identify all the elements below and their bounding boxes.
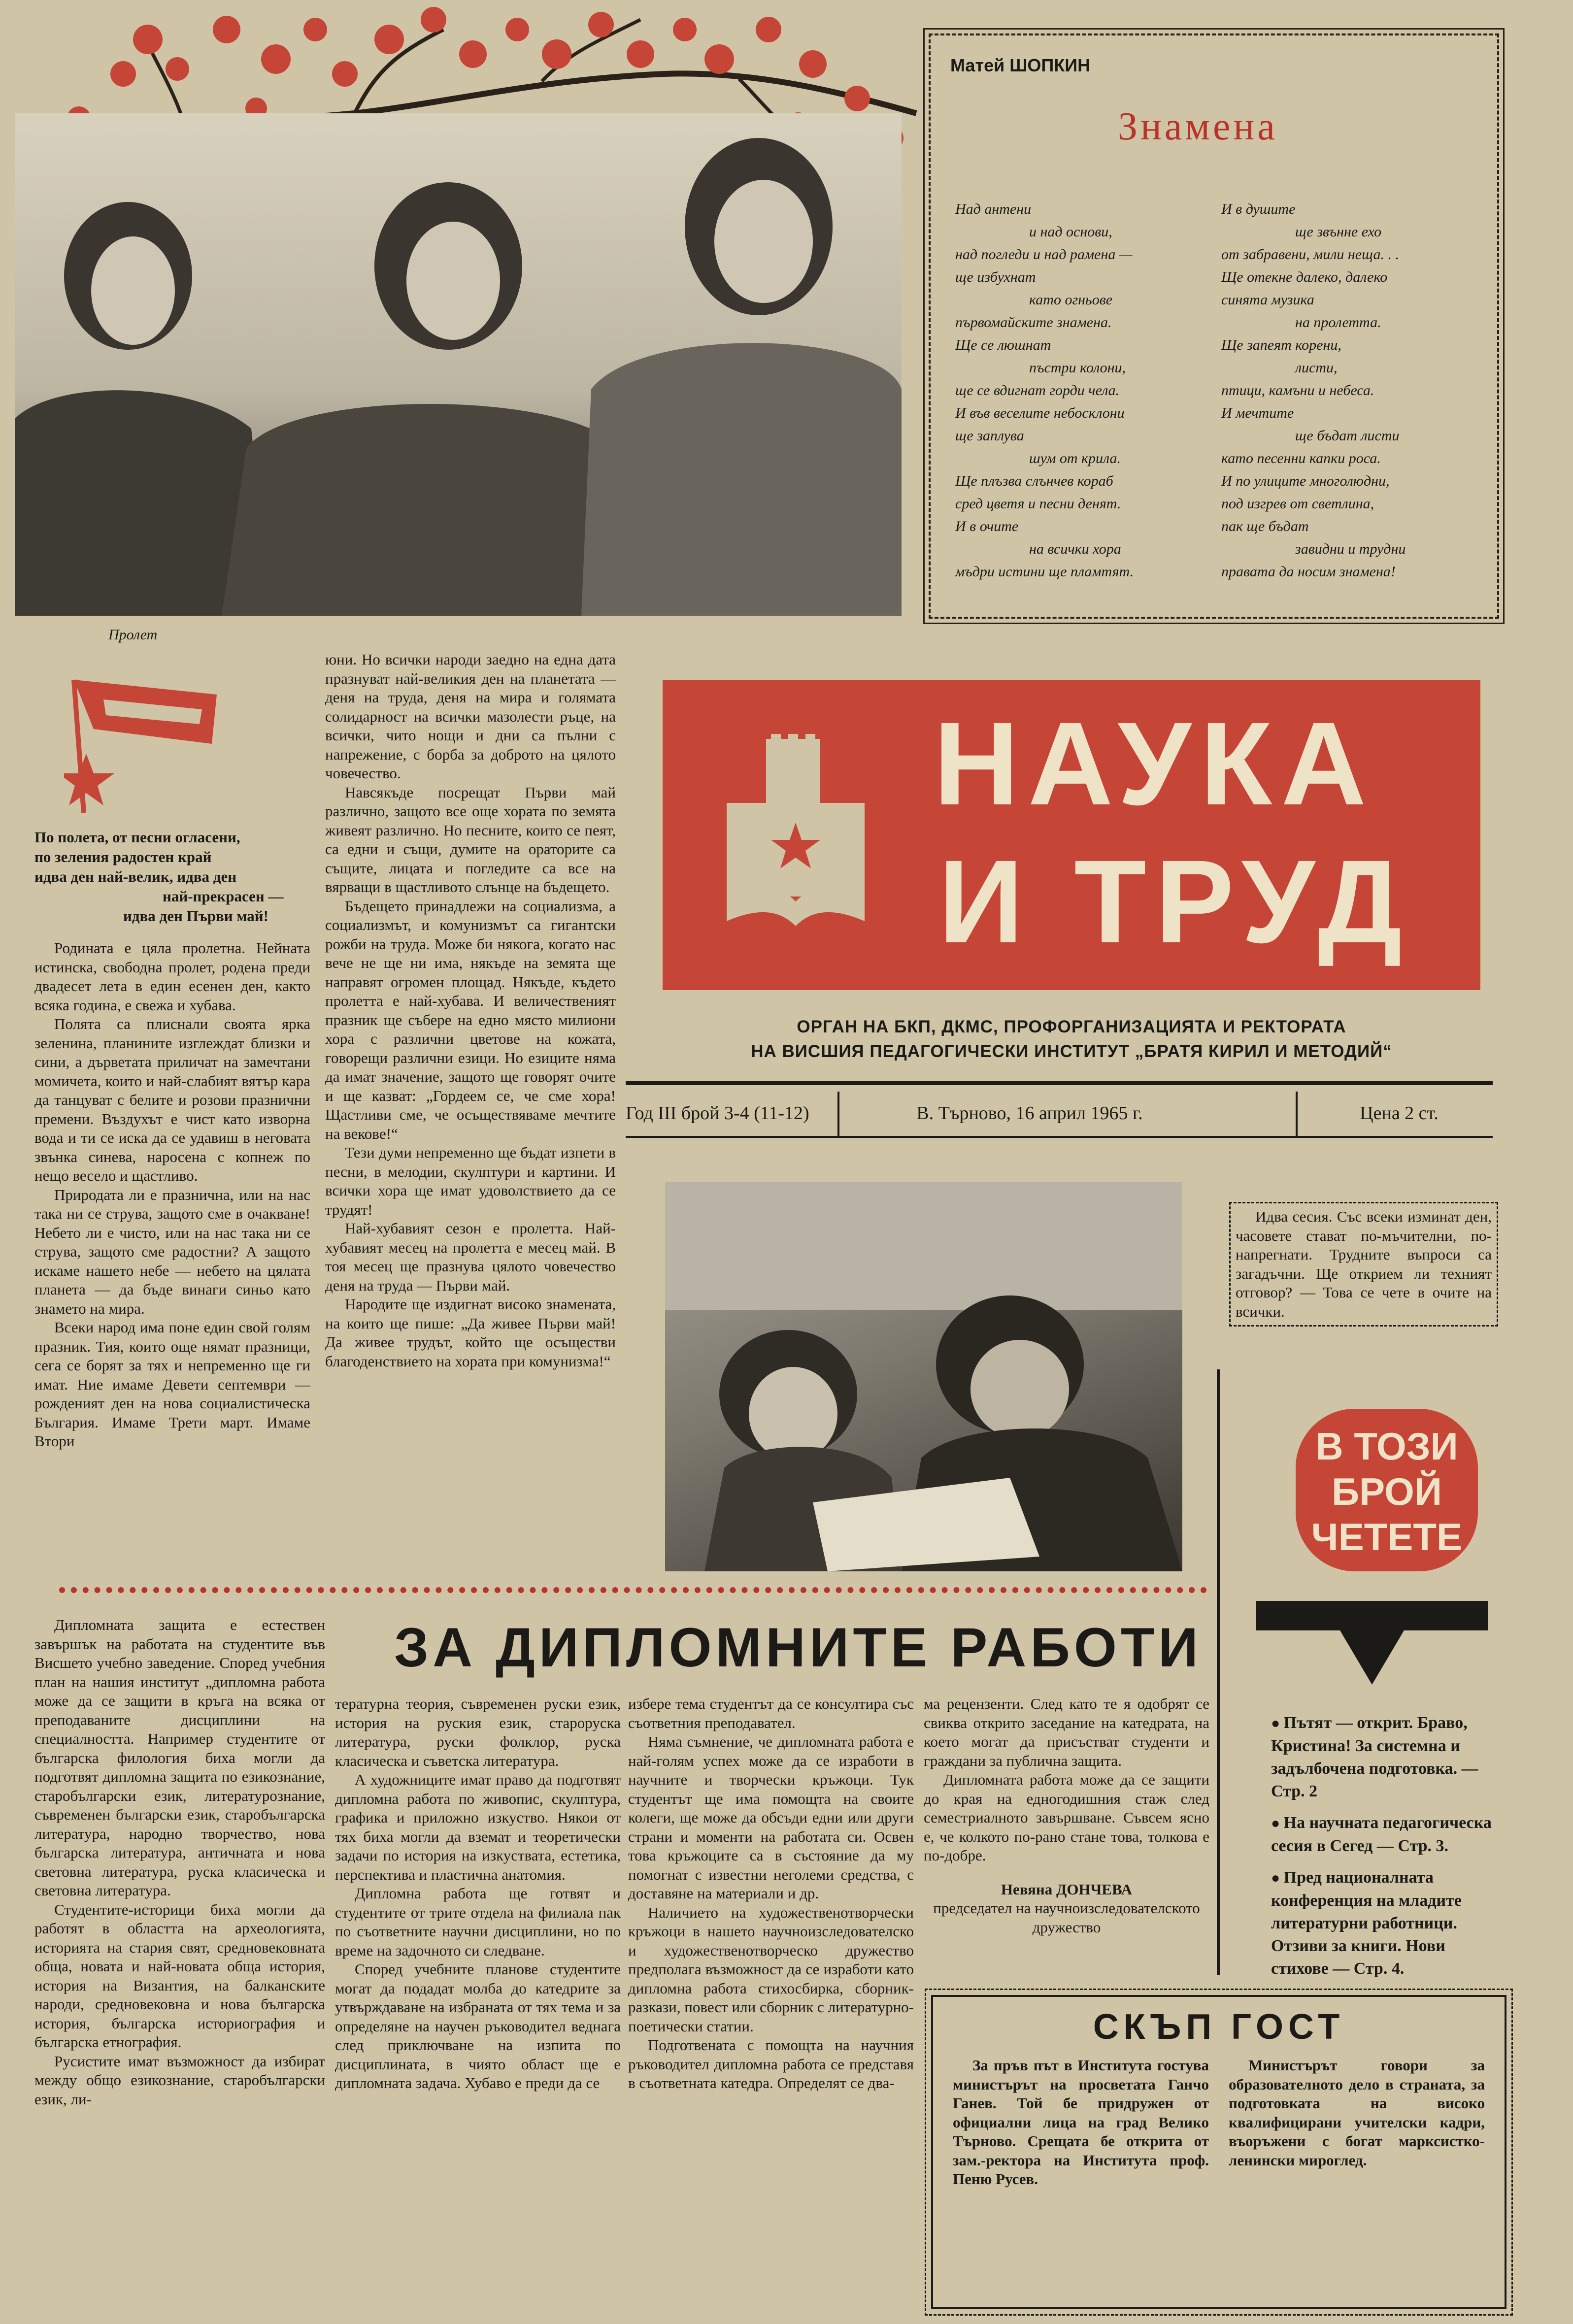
intro-line: по зеления радостен край: [34, 848, 212, 865]
spring-photo: [15, 113, 902, 616]
masthead-title-line2: И ТРУД: [938, 835, 1411, 967]
exam-photo: [665, 1182, 1182, 1571]
paragraph: тературна теория, съвременен руски език, история на руския език, староруска литература, руски фолклор, руска класическа и съветска литература.: [335, 1695, 621, 1769]
intro-line: най-прекрасен —: [163, 888, 284, 905]
may-intro-poem: [34, 828, 310, 926]
poem-line: под изгрев от светлина,: [1221, 496, 1374, 512]
issue-place-date: В. Търново, 16 април 1965 г.: [916, 1103, 1143, 1124]
contents-list: [1271, 1712, 1498, 1980]
contents-item[interactable]: ● Пред националната конференция на младите литературни работници. Отзиви за книги. Нови стихове — Стр. 4.: [1271, 1868, 1462, 1978]
issue-price: Цена 2 ст.: [1360, 1103, 1439, 1124]
paragraph: Полята са плиснали своята ярка зеленина, планините изглеждат близки и сини, а дърветата приличат на замечтани момичета, които и най-слабият вятър кара да танцуват с белите и розови празнични премени. Въздухът е чист като изворна вода и ти се иска да се удавиш в неговата звънка синева, наросена с копнеж по нещо весело и щастливо.: [34, 1015, 310, 1184]
poem-line: ще звънне ехо: [1295, 224, 1382, 240]
badge-line: БРОЙ: [1332, 1470, 1442, 1513]
poem-line: И мечтите: [1221, 405, 1294, 421]
poem-line: Ще отекне далеко, далеко: [1221, 269, 1388, 285]
paragraph: юни. Но всички народи заедно на една дата празнуват най-великия ден на планетата — деня на труда, деня на мира и голямата солидарност на всички мазолести ръце, на всички, чито нощи и дни са пълни с напрежение, с борба за доброто на цялото човечество.: [325, 651, 616, 782]
guest-box: [931, 1995, 1506, 2309]
poem-line: като огньове: [1029, 292, 1113, 308]
guest-right-text: Министърът говори за образователното дело в страната, за подготовката на високо квалифицирани учителски кадри, въоръжени с богат марксистко-ленински мироглед.: [1229, 2057, 1485, 2169]
poem-line: И в очите: [955, 518, 1019, 534]
paragraph: Подготвената с помощта на научния ръководител дипломна работа се представя в съответната катедра. Определят се два-: [628, 2036, 914, 2092]
poem-line: ще избухнат: [955, 269, 1036, 285]
may-article-left: [34, 828, 310, 1451]
badge-line: ЧЕТЕТЕ: [1311, 1515, 1463, 1559]
poem-line: И във веселите небосклони: [955, 405, 1125, 421]
paragraph: Дипломната защита е естествен завършък на работата на студентите във Висшето учебно заведение. Според учебния план на нашия институт „дипломна работа може да се защити в кръга на всяка от преподаваните дисциплини на специалността. Например студентите от българска филология биха могли да подготвят дипломна защита по езикознание, старобългарски език, литературознание, съвременен български език, старобългарска литература, народно творчество, нова българска литература, античната и нова световна литература, руска класическа и световна литература.: [34, 1616, 325, 1899]
paragraph: Навсякъде посрещат Първи май различно, защото все още хората по земята живеят различно. Но песните, които се пеят, са едни и същи, думите на ораторите са същите, лицата и погледите са все на вярващи в щастливото слънце на бъдещето.: [325, 783, 616, 896]
diploma-col-1: [34, 1616, 325, 2109]
badge-text: [1296, 1424, 1478, 1560]
signature-role: председател на научноизследователското дружество: [933, 1899, 1200, 1936]
flag-star-illustration: [64, 670, 227, 818]
poem-line: и над основи,: [1029, 224, 1112, 240]
poem-line: ще се вдигнат горди чела.: [955, 382, 1120, 398]
diploma-headline: ЗА ДИПЛОМНИТЕ РАБОТИ: [394, 1617, 1202, 1678]
poem-line: завидни и трудни: [1295, 541, 1406, 557]
may-article-right: [325, 650, 616, 1371]
in-this-issue-badge: [1296, 1409, 1478, 1571]
poem-line: Над антени: [955, 201, 1032, 217]
paragraph: Бъдещето принадлежи на социализма, а социализмът, и комунизмът са гигантски рожби на труда. Може би някога, когато нас вече не ще ни има, някъде на земята ще направят огромен площад. Някъде, където пролетта е най-хубава. И величественият празник ще събере на едно място милиони хора с различни цветове на кожата, говорещи различни езици. Но езиците няма да имат значение, защото ще говорят очите и ще казват: „Гордеем се, че сме хора! Щастливи сме, че осъществяваме мечтите на вековe!“: [325, 897, 616, 1142]
poem-left-column: [955, 198, 1134, 583]
intro-line: идва ден най-велик, идва ден: [34, 868, 237, 885]
paragraph: Наличието на художественотворчески кръжоци в нашето научноизследователско и художественотворческо дружество предполага възможност да се изработи като дипломна работа стихосбирка, сборник-разкази, повест или сборник с литературно-поетически статии.: [628, 1903, 914, 2035]
poem-line: първомайските знамена.: [955, 314, 1112, 331]
photo-caption: Пролет: [108, 627, 158, 643]
poem-line: на пролетта.: [1295, 314, 1381, 331]
session-note: [1229, 1202, 1498, 1327]
three-women-photo-illustration: [15, 113, 902, 616]
poem-line: над погледи и над рамена —: [955, 246, 1133, 263]
session-note-text: Идва сесия. Със всеки изминат ден, часовете стават по-мъчителни, по-напрегнати. Трудните въпроси са загадъчни. Ще открием ли техният отговор? — Това се чете в очите на всички.: [1236, 1208, 1492, 1320]
poem-author: Матей ШОПКИН: [950, 55, 1091, 75]
poem-line: И в душите: [1221, 201, 1296, 217]
poem-line: И по улиците многолюдни,: [1221, 473, 1390, 489]
poem-line: Ще плъзва слънчев кораб: [955, 473, 1113, 489]
intro-line: По полета, от песни огласени,: [34, 829, 240, 846]
signature-name: Невяна ДОНЧЕВА: [1001, 1880, 1133, 1898]
poem-line: като песенни капки роса.: [1221, 450, 1381, 466]
dotted-rule: [59, 1587, 1207, 1593]
masthead-title-line1: НАУКА: [934, 697, 1375, 830]
masthead-issue-bar: [626, 1092, 1493, 1138]
organ-line: НА ВИСШИЯ ПЕДАГОГИЧЕСКИ ИНСТИТУТ „БРАТЯ КИРИЛ И МЕТОДИЙ“: [751, 1042, 1392, 1061]
poem-line: листи,: [1295, 360, 1338, 376]
paragraph: Природата ли е празнична, или на нас така ни се струва, защото сме в очакване! Небето ли е чисто, или на нас така ни се струва, защото сме радостни? А защото искаме нашето небе — небето на цялата планета — да бъде винаги синьо като знамето на мира.: [34, 1186, 310, 1317]
poem-line: птици, камъни и небеса.: [1221, 382, 1374, 398]
paragraph: Най-хубавият сезон е пролетта. Най-хубавият месец на пролетта е месец май. В тоя месец ще празнува цялото човечество деня на труда — Първи май.: [325, 1220, 616, 1294]
masthead-rule-top: [626, 1081, 1493, 1085]
poem-title: Знамена: [1118, 105, 1278, 148]
paragraph: Според учебните планове студентите могат да подадат молба до катедрите за утвърждаване на избраната от тях тема и за определяне на научен ръководител веднага след приключване на изпита по дисциплината, в чиято област ще е дипломната задача. Хубаво е преди да се: [335, 1960, 621, 2092]
poem-line: ще заплува: [955, 428, 1024, 444]
diploma-col-2: [335, 1694, 621, 2093]
paragraph: Тези думи непременно ще бъдат изпети в песни, в мелодии, скулптури и картини. И всички хора ще имат удоволствието да се трудят!: [325, 1144, 616, 1218]
badge-line: В ТОЗИ: [1315, 1425, 1458, 1468]
masthead: [663, 680, 1480, 990]
guest-headline: СКЪП ГОСТ: [1093, 2007, 1345, 2047]
poem-line: от забравени, мили неща. . .: [1221, 246, 1399, 263]
paragraph: Русистите имат възможност да избират между общо езикознание, старобългарски език, ли-: [34, 2052, 325, 2108]
divider: [1296, 1092, 1298, 1136]
poem-line: ще бъдат листи: [1295, 428, 1400, 444]
diploma-col-3: [628, 1694, 914, 2093]
masthead-organ: [663, 1015, 1480, 1064]
contents-item[interactable]: ● На научната педагогическа сесия в Сегед — Стр. 3.: [1271, 1814, 1492, 1855]
paragraph: Студентите-историци биха могли да работят в областта на археологията, историята на стария свят, средновековната обща, новата и най-новата обща история, история на Византия, на балканските народи, средновековна и нова българска история, българска историография и българска етнография.: [34, 1900, 325, 2051]
students-photo-illustration: [665, 1182, 1182, 1571]
poem-line: синята музика: [1221, 292, 1314, 308]
poem-line: правата да носим знамена!: [1221, 564, 1396, 580]
paragraph: избере тема студентът да се консултира със съответния преподавател.: [628, 1695, 914, 1731]
poem-line: сред цветя и песни денят.: [955, 496, 1121, 512]
paragraph: Родината е цяла пролетна. Нейната истинска, свободна пролет, родена преди двадесет лета в един есенен ден, както всяка година, е свежа и хубава.: [34, 939, 310, 1014]
diploma-col-4: [924, 1694, 1209, 1937]
poem-line: мъдри истини ще пламтят.: [955, 564, 1134, 580]
organ-line: ОРГАН НА БКП, ДКМС, ПРОФОРГАНИЗАЦИЯТА И РЕКТОРАТА: [797, 1017, 1346, 1036]
paragraph: Няма съмнение, че дипломната работа е най-голям успех може да се изработи в научните и творчески кръжоци. Тук студентът ще има помощта на своите колеги, ще може да обсъди едни или други страни и моменти на работата си. Освен това кръжоците са в състояние да му помогнат с известни неголеми средства, с доставяне на материали и др.: [628, 1733, 914, 1902]
paragraph: ма рецензенти. След като те я одобрят се свиква открито заседание на катедрата, на което могат да присъстват студенти и граждани за публична защита.: [924, 1695, 1209, 1769]
poem-line: Ще запеят корени,: [1221, 337, 1341, 353]
issue-number: Год III брой 3-4 (11-12): [626, 1103, 809, 1124]
column-rule: [1217, 1369, 1220, 1975]
intro-line: идва ден Първи май!: [123, 907, 268, 925]
paragraph: Всеки народ има поне един свой голям празник. Тия, които още нямат празници, сега се борят за тях и непременно ще ги имат. Ние имаме Девети септември — рожденият ден на нова социалистическа България. Имаме Трети март. Имаме Втори: [34, 1319, 310, 1450]
paragraph: Дипломна работа ще готвят и студентите от трите отдела на филиала пак по съответните научни дисциплини, но по време на задочното си следване.: [335, 1885, 621, 1959]
poem-line: шум от крила.: [1029, 450, 1121, 466]
poem-line: пъстри колони,: [1029, 360, 1126, 376]
poem-line: Ще се люшнат: [955, 337, 1051, 353]
poem-right-column: [1221, 198, 1406, 583]
divider: [837, 1092, 839, 1136]
paragraph: А художниците имат право да подготвят дипломна работа по живопис, скулптура, графика и приложно изкуство. Някои от тях биха могли да вземат и теоретически задачи по история на изкуствата, естетика, перспектива и пластична анатомия.: [335, 1771, 621, 1883]
contents-item[interactable]: ● Пътят — открит. Браво, Кристина! За системна и задълбочена подготовка. — Стр. 2: [1271, 1714, 1478, 1800]
arrow-down-icon: [1256, 1591, 1488, 1690]
guest-left-text: За пръв път в Института гостува министърът на просветата Ганчо Ганев. Той бе придружен от официални лица на град Велико Търново. Срещата бе открита от зам.-ректора на Института проф. Пеню Русев.: [953, 2057, 1209, 2188]
paragraph: Народите ще издигнат високо знамената, на които ще пише: „Да живее Първи май! Да живее трудът, който ще осъществи благоденствието на хората при комунизма!“: [325, 1295, 616, 1370]
logo-tower-book-icon: [717, 734, 879, 941]
poem-line: пак ще бъдат: [1221, 518, 1309, 534]
poem-line: на всички хора: [1029, 541, 1121, 557]
paragraph: Дипломната работа може да се защити до края на едногодишния стаж след семестриалното завършване. Съвсем ясно е, че колкото по-рано стане това, толкова е по-добре.: [924, 1771, 1209, 1864]
poem-box: [929, 33, 1499, 619]
